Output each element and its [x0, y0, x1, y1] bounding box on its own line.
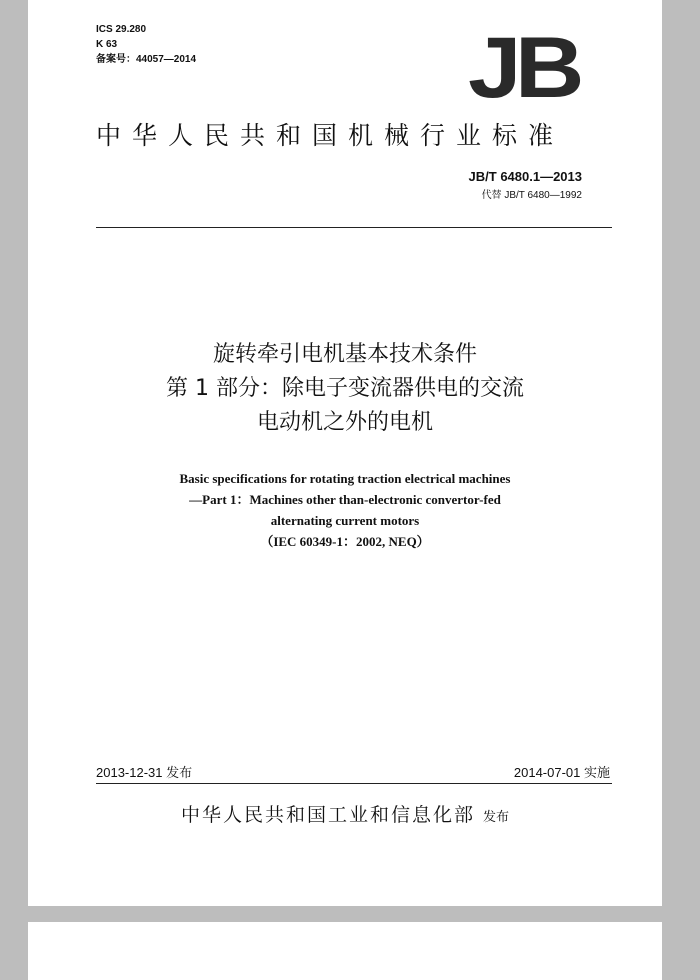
english-title-line-1: Basic specifications for rotating traction electrical machines [179, 471, 511, 486]
chinese-title [28, 338, 662, 440]
chinese-title-line-2: 第 1 部分：除电子变流器供电的交流 [166, 376, 524, 401]
document-page [28, 0, 662, 906]
classification-block [96, 22, 196, 67]
standard-number: JB/T 6480.1—2013 [468, 169, 582, 184]
standard-number-block [469, 169, 582, 201]
footer-divider [96, 783, 612, 784]
issuer-org: 中华人民共和国工业和信息化部 [180, 804, 475, 826]
english-title-line-3: alternating current motors [270, 513, 420, 528]
jb-logo: JB [468, 20, 578, 116]
issuer-block [28, 800, 662, 827]
record-number: 备案号：44057—2014 [96, 54, 197, 65]
ics-code: ICS 29.280 [96, 24, 147, 35]
replaces-note: 代替 JB/T 6480—1992 [481, 190, 582, 201]
english-title [28, 468, 662, 552]
standard-type-title: 中华人民共和国机械行业标准 [96, 121, 565, 150]
k-code: K 63 [96, 39, 118, 50]
iec-reference: （IEC 60349-1：2002, NEQ） [260, 534, 430, 549]
issuer-suffix: 发布 [483, 810, 510, 825]
implement-date: 2014-07-01 实施 [513, 765, 610, 780]
issue-date: 2013-12-31 发布 [96, 765, 193, 780]
chinese-title-line-1: 旋转牵引电机基本技术条件 [212, 342, 477, 367]
english-title-line-2: —Part 1：Machines other than-electronic convertor-fed [189, 492, 501, 507]
next-page [28, 922, 662, 980]
header-divider [96, 227, 612, 228]
chinese-title-line-3: 电动机之外的电机 [256, 410, 433, 435]
